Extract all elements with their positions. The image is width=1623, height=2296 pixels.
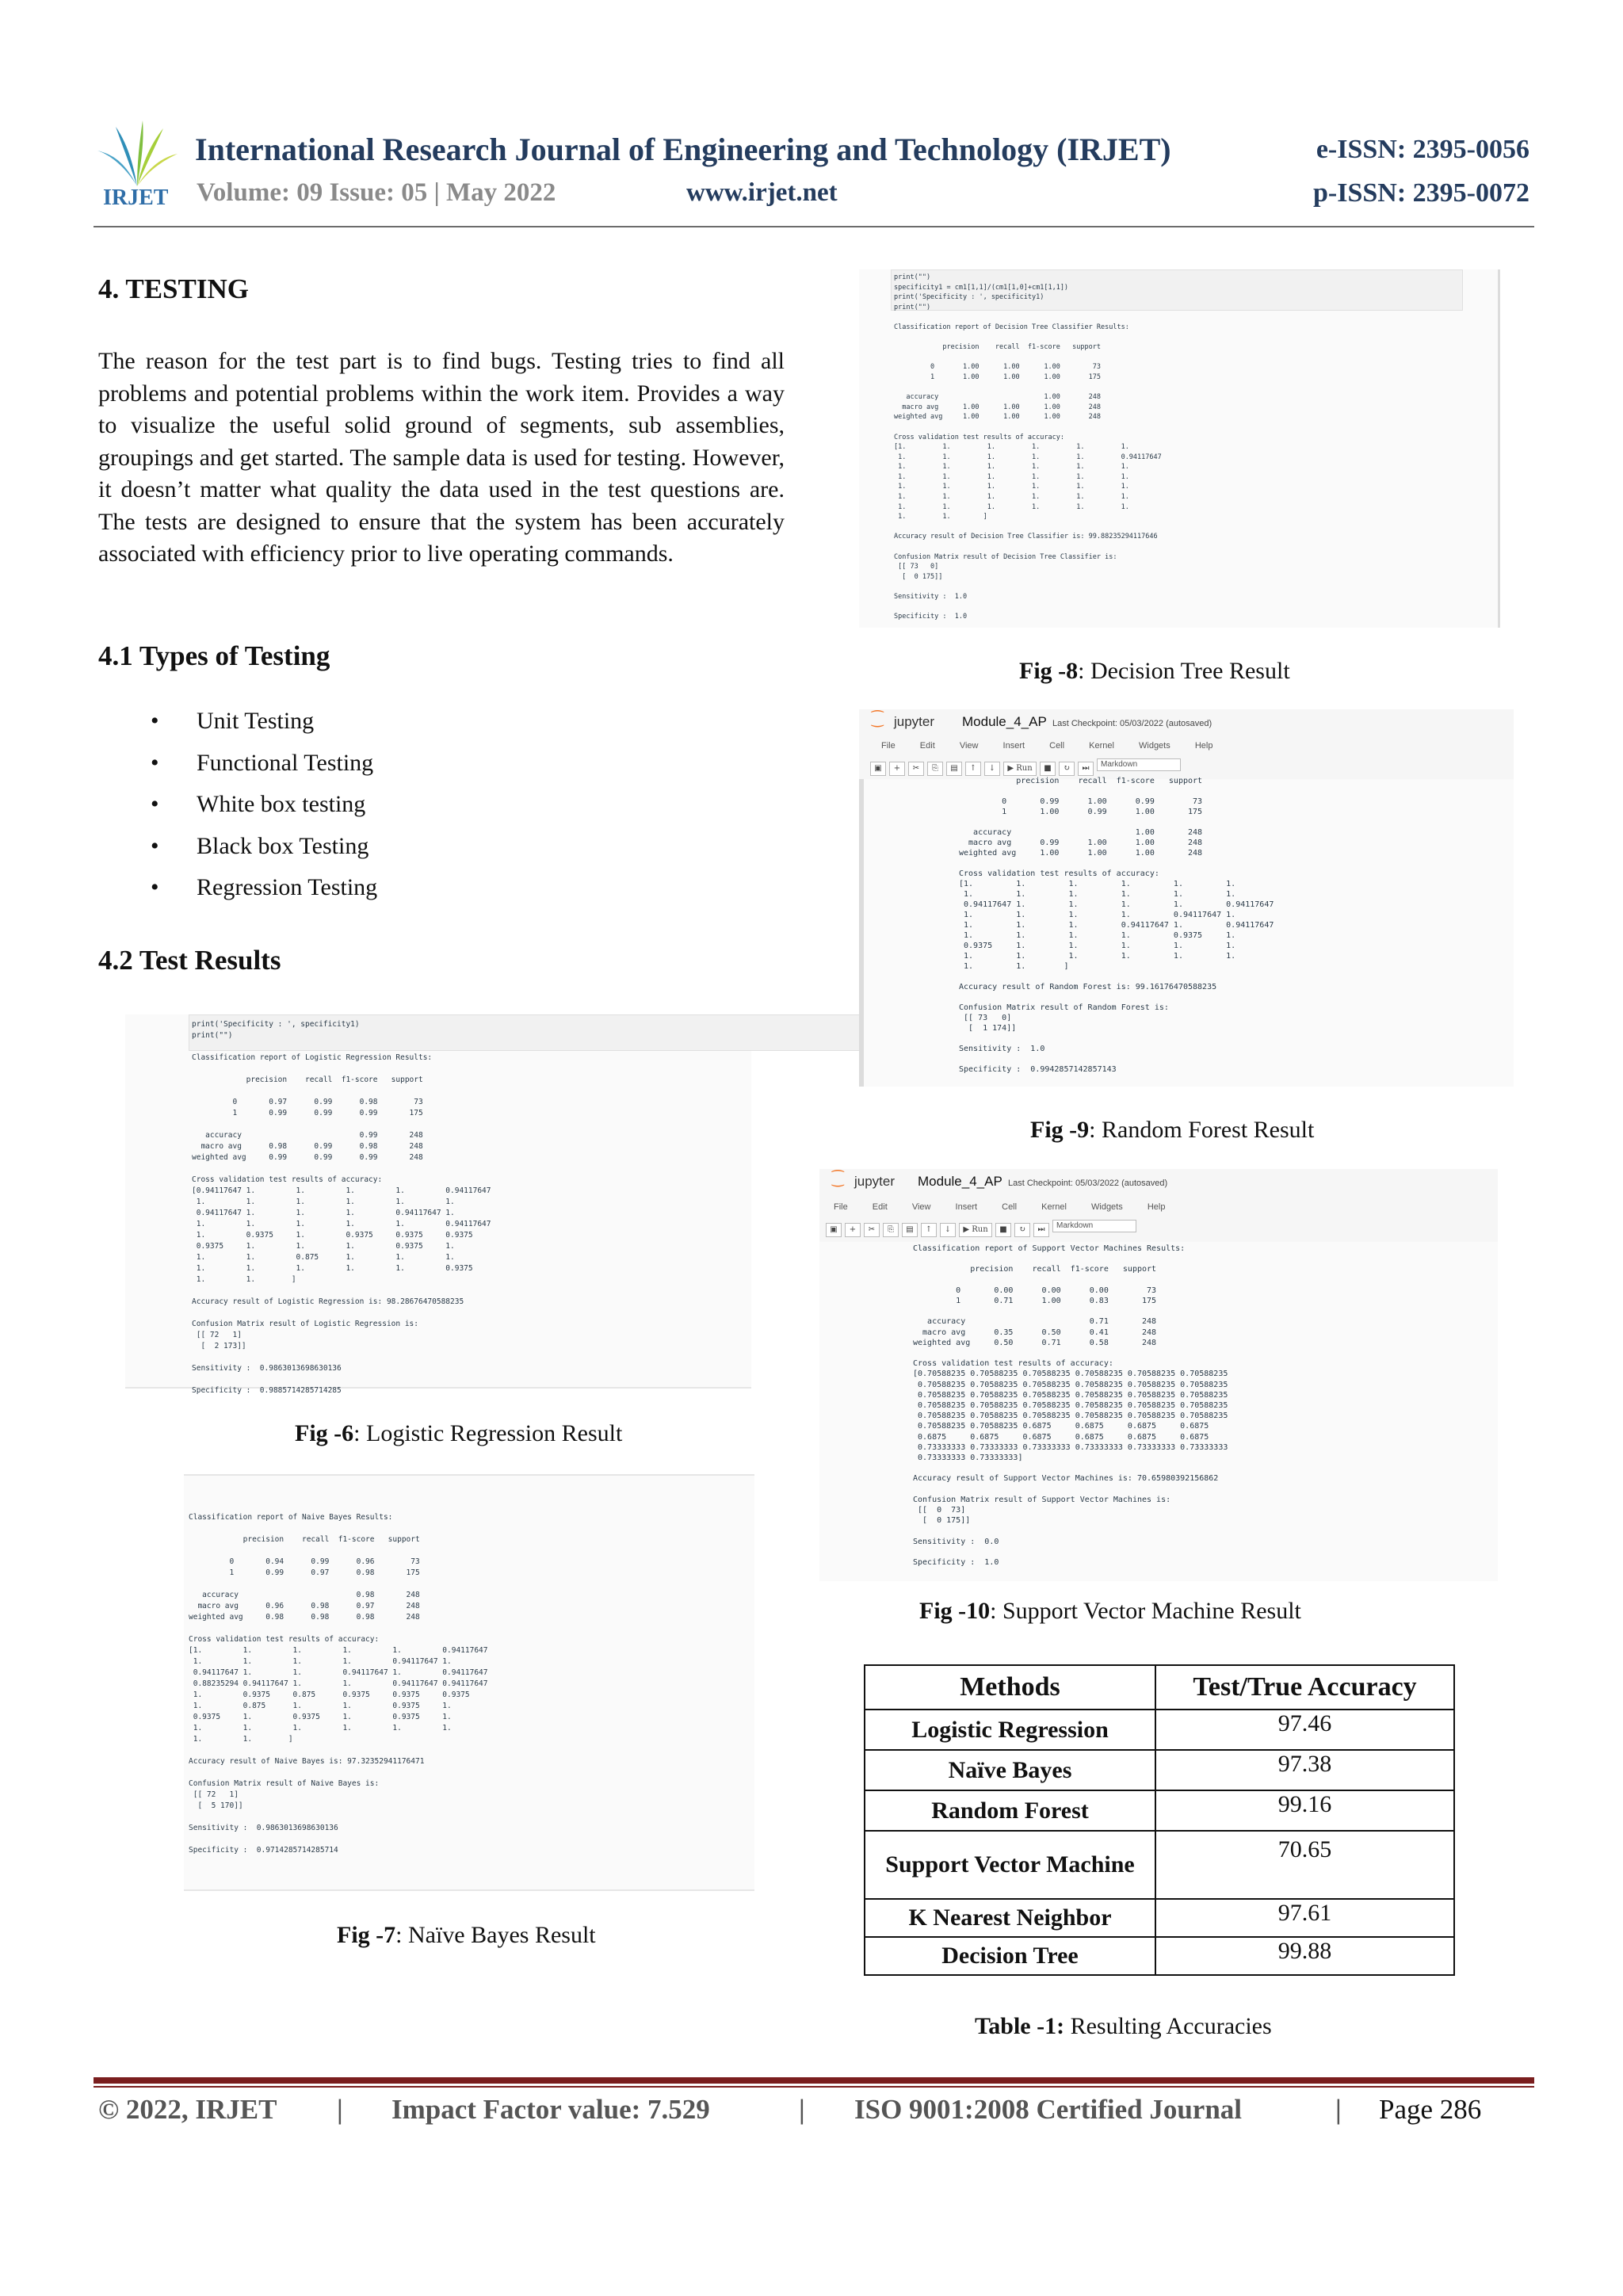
bullet-icon: • bbox=[151, 832, 159, 859]
footer-copyright: © 2022, IRJET bbox=[98, 2094, 277, 2125]
stop-icon[interactable]: ■ bbox=[1040, 762, 1056, 776]
checkpoint-status: Last Checkpoint: 05/03/2022 (autosaved) bbox=[1008, 1179, 1168, 1188]
menu-file[interactable]: File bbox=[834, 1202, 848, 1212]
menu-view[interactable]: View bbox=[959, 741, 979, 751]
logo-text: IRJET bbox=[103, 185, 169, 210]
menu-edit[interactable]: Edit bbox=[919, 741, 935, 751]
cut-icon[interactable]: ✂ bbox=[908, 762, 924, 776]
table-header-row bbox=[865, 1665, 1454, 1710]
copy-icon[interactable]: ⎘ bbox=[883, 1223, 899, 1237]
menu-view[interactable]: View bbox=[911, 1202, 931, 1212]
cut-icon[interactable]: ✂ bbox=[864, 1223, 880, 1237]
move-up-icon[interactable]: ↑ bbox=[965, 762, 981, 776]
list-item: • Unit Testing bbox=[151, 701, 377, 743]
fig7-caption: Fig -7: Naïve Bayes Result bbox=[337, 1922, 596, 1948]
cell-type-select[interactable]: Markdown bbox=[1097, 758, 1181, 771]
menu-cell[interactable]: Cell bbox=[1049, 741, 1065, 751]
jupyter-toolbar bbox=[870, 758, 1181, 776]
journal-website-link[interactable]: www.irjet.net bbox=[686, 178, 838, 207]
section-heading-test-results: 4.2 Test Results bbox=[98, 945, 281, 976]
footer-divider bbox=[94, 2077, 1534, 2084]
move-down-icon[interactable]: ↓ bbox=[940, 1223, 956, 1237]
random-forest-screenshot bbox=[859, 709, 1514, 1087]
save-icon[interactable]: ▣ bbox=[826, 1223, 842, 1237]
naive-bayes-screenshot bbox=[184, 1474, 754, 1891]
jupyter-header bbox=[859, 709, 1514, 779]
table1-caption: Table -1: Resulting Accuracies bbox=[975, 2013, 1272, 2039]
paste-icon[interactable]: ▤ bbox=[902, 1223, 918, 1237]
jupyter-logo-icon: ⁐ bbox=[872, 711, 884, 728]
restart-icon[interactable]: ↻ bbox=[1014, 1223, 1030, 1237]
menu-help[interactable]: Help bbox=[1147, 1202, 1166, 1212]
footer-separator: | bbox=[337, 2094, 343, 2125]
fig6-caption: Fig -6: Logistic Regression Result bbox=[295, 1420, 623, 1446]
table-header-methods: Methods bbox=[865, 1665, 1155, 1710]
table-header-accuracy: Test/True Accuracy bbox=[1155, 1665, 1454, 1710]
jupyter-menu[interactable] bbox=[881, 741, 1212, 751]
move-down-icon[interactable]: ↓ bbox=[984, 762, 1000, 776]
table-row: Random Forest 99.16 bbox=[865, 1790, 1454, 1831]
fast-forward-icon[interactable]: ⏭ bbox=[1078, 762, 1094, 776]
checkpoint-status: Last Checkpoint: 05/03/2022 (autosaved) bbox=[1052, 719, 1212, 728]
e-issn: e-ISSN: 2395-0056 bbox=[1316, 135, 1529, 164]
bullet-icon: • bbox=[151, 791, 159, 817]
bullet-icon: • bbox=[151, 874, 159, 900]
footer-page-number: Page 286 bbox=[1379, 2094, 1482, 2125]
footer-separator: | bbox=[1335, 2094, 1342, 2125]
fast-forward-icon[interactable]: ⏭ bbox=[1033, 1223, 1049, 1237]
jupyter-menu[interactable] bbox=[834, 1202, 1165, 1212]
menu-cell[interactable]: Cell bbox=[1002, 1202, 1018, 1212]
random-forest-output: precision recall f1-score support 0 0.99 1.00 0.99 73 1 1.00 0.99 1.00 175 accuracy 1.00 248 macro avg 0.99 1.00 1.00 248 weighted avg 1.00 1.00 1.00 248 Cross validation test results of accuracy: [1. 1. 1. 1. 1. 1. 1. 1. 1. 1. 1. 1. 0.94117647 1. 1. 1. 1. 0.94117647 1. 1. 1. 1. 0.94117647 1. 1. 1. 1. 0.94117647 1. 0.94117647 1. 1. 1. 1. 0.9375 1. 0.9375 1. 1. 1. 1. 1. 1. 1. 1. 1. 1. 1. 1. 1. ] Accuracy result of Random Forest is: 99.16176470588235 Confusion Matrix result of Random Forest is: [[ 73 0] [ 1 174]] Sensitivity : 1.0 Specificity : 0.9942857142857143 bbox=[959, 777, 1274, 1074]
journal-logo bbox=[94, 119, 181, 210]
menu-insert[interactable]: Insert bbox=[1002, 741, 1025, 751]
p-issn: p-ISSN: 2395-0072 bbox=[1313, 178, 1529, 208]
menu-file[interactable]: File bbox=[881, 741, 896, 751]
menu-widgets[interactable]: Widgets bbox=[1091, 1202, 1123, 1212]
fig9-caption: Fig -9: Random Forest Result bbox=[1030, 1117, 1315, 1143]
menu-help[interactable]: Help bbox=[1194, 741, 1213, 751]
journal-title: International Research Journal of Engineering and Technology (IRJET) bbox=[195, 132, 1171, 167]
cell-type-select[interactable]: Markdown bbox=[1052, 1220, 1136, 1232]
jupyter-logo-text: jupyter bbox=[894, 714, 935, 729]
testing-paragraph: The reason for the test part is to find bugs. Testing tries to find all problems and potential problems within the work item. Provides a way to visualize the useful solid ground of segments, sub assemblies, groupings and get started. The sample data is used for testing. However, it doesn’t matter what quality the data used in the test questions are. The tests are designed to ensure that the system has been accurately associated with efficiency prior to live operating commands. bbox=[98, 348, 785, 567]
jupyter-header bbox=[819, 1169, 1498, 1242]
add-cell-icon[interactable]: + bbox=[845, 1223, 861, 1237]
notebook-name[interactable]: Module_4_AP bbox=[918, 1174, 1002, 1189]
testing-types-list bbox=[151, 701, 377, 909]
menu-kernel[interactable]: Kernel bbox=[1041, 1202, 1067, 1212]
list-item: • White box testing bbox=[151, 784, 377, 826]
decision-tree-screenshot bbox=[859, 269, 1500, 628]
restart-icon[interactable]: ↻ bbox=[1059, 762, 1075, 776]
table-row: K Nearest Neighbor 97.61 bbox=[865, 1899, 1454, 1937]
section-heading-types-of-testing: 4.1 Types of Testing bbox=[98, 640, 330, 671]
list-item: • Black box Testing bbox=[151, 826, 377, 868]
menu-kernel[interactable]: Kernel bbox=[1089, 741, 1114, 751]
svm-output: Classification report of Support Vector Machines Results: precision recall f1-score support 0 0.00 0.00 0.00 73 1 0.71 1.00 0.83 175 accuracy 0.71 248 macro avg 0.35 0.50 0.41 248 weighted avg 0.50 0.71 0.58 248 Cross validation test results of accuracy: [0.70588235 0.70588235 0.70588235 0.70588235 0.70588235 0.70588235 0.70588235 0.70588235 0.70588235 0.70588235 0.70588235 0.70588235 0.70588235 0.70588235 0.70588235 0.70588235 0.70588235 0.70588235 0.70588235 0.70588235 0.70588235 0.70588235 0.70588235 0.70588235 0.70588235 0.70588235 0.70588235 0.70588235 0.70588235 0.70588235 0.70588235 0.70588235 0.6875 0.6875 0.6875 0.6875 0.6875 0.6875 0.6875 0.6875 0.6875 0.6875 0.73333333 0.73333333 0.73333333 0.73333333 0.73333333 0.73333333 0.73333333 0.73333333] Accuracy result of Support Vector Machines is: 70.65980392156862 Confusion Matrix result of Support Vector Machines is: [[ 0 73] [ 0 175]] Sensitivity : 0.0 Specificity : 1.0 bbox=[913, 1244, 1228, 1568]
run-button[interactable]: ▶ Run bbox=[959, 1223, 992, 1237]
volume-issue: Volume: 09 Issue: 05 | May 2022 bbox=[197, 178, 556, 207]
section-heading-testing: 4. TESTING bbox=[98, 273, 249, 304]
bullet-icon: • bbox=[151, 708, 159, 734]
table-row: Naïve Bayes 97.38 bbox=[865, 1750, 1454, 1790]
move-up-icon[interactable]: ↑ bbox=[921, 1223, 937, 1237]
footer-separator: | bbox=[799, 2094, 805, 2125]
naive-bayes-output: Classification report of Naive Bayes Results: precision recall f1-score support 0 0.94 0.99 0.96 73 1 0.99 0.97 0.98 175 accuracy 0.98 248 macro avg 0.96 0.98 0.97 248 weighted avg 0.98 0.98 0.98 248 Cross validation test results of accuracy: [1. 1. 1. 1. 1. 0.94117647 1. 1. 1. 1. 0.94117647 1. 0.94117647 1. 1. 0.94117647 1. 0.94117647 0.88235294 0.94117647 1. 1. 0.94117647 0.94117647 1. 0.9375 0.875 0.9375 0.9375 0.9375 1. 0.875 1. 1. 0.9375 1. 0.9375 1. 0.9375 1. 0.9375 1. 1. 1. 1. 1. 1. 1. 1. 1. ] Accuracy result of Naive Bayes is: 97.32352941176471 Confusion Matrix result of Naive Bayes is: [[ 72 1] [ 5 170]] Sensitivity : 0.9863013698630136 Specificity : 0.9714285714285714 bbox=[189, 1513, 488, 1855]
copy-icon[interactable]: ⎘ bbox=[927, 762, 943, 776]
table-row: Logistic Regression 97.46 bbox=[865, 1710, 1454, 1750]
fig10-caption: Fig -10: Support Vector Machine Result bbox=[919, 1598, 1301, 1624]
jupyter-logo-text: jupyter bbox=[854, 1174, 896, 1189]
logistic-regression-screenshot bbox=[125, 1014, 751, 1395]
run-button[interactable]: ▶ Run bbox=[1003, 762, 1037, 776]
list-item: • Functional Testing bbox=[151, 743, 377, 785]
svm-screenshot bbox=[819, 1169, 1498, 1581]
bullet-icon: • bbox=[151, 749, 159, 776]
decision-tree-output: print("") specificity1 = cm1[1,1]/(cm1[1,0]+cm1[1,1]) print('Specificity : ', specificity1) print("") Classification report of Decision Tree Classifier Results: precision recall f1-score support 0 1.00 1.00 1.00 73 1 1.00 1.00 1.00 175 accuracy 1.00 248 macro avg 1.00 1.00 1.00 248 weighted avg 1.00 1.00 1.00 248 Cross validation test results of accuracy: [1. 1. 1. 1. 1. 1. 1. 1. 1. 1. 1. 0.94117647 1. 1. 1. 1. 1. 1. 1. 1. 1. 1. 1. 1. 1. 1. 1. 1. 1. 1. 1. 1. 1. 1. 1. 1. 1. 1. 1. 1. 1. 1. 1. 1. ] Accuracy result of Decision Tree Classifier is: 99.88235294117646 Confusion Matrix result of Decision Tree Classifier is: [[ 73 0] [ 0 175]] Sensitivity : 1.0 Specificity : 1.0 bbox=[894, 273, 1162, 621]
logo-leaf-icon bbox=[94, 119, 181, 190]
list-item: • Regression Testing bbox=[151, 867, 377, 909]
save-icon[interactable]: ▣ bbox=[870, 762, 886, 776]
jupyter-logo-icon: ⁐ bbox=[832, 1171, 844, 1187]
menu-edit[interactable]: Edit bbox=[872, 1202, 888, 1212]
stop-icon[interactable]: ■ bbox=[995, 1223, 1011, 1237]
notebook-name[interactable]: Module_4_AP bbox=[962, 714, 1047, 729]
add-cell-icon[interactable]: + bbox=[889, 762, 905, 776]
accuracy-table bbox=[864, 1664, 1455, 1976]
footer-impact-factor: Impact Factor value: 7.529 bbox=[391, 2094, 710, 2125]
header-divider bbox=[94, 226, 1534, 227]
footer-iso: ISO 9001:2008 Certified Journal bbox=[854, 2094, 1243, 2125]
paste-icon[interactable]: ▤ bbox=[946, 762, 962, 776]
logistic-output: print('Specificity : ', specificity1) print("") Classification report of Logistic Regression Results: precision recall f1-score support 0 0.97 0.99 0.98 73 1 0.99 0.99 0.99 175 accuracy 0.99 248 macro avg 0.98 0.99 0.98 248 weighted avg 0.99 0.99 0.99 248 Cross validation test results of accuracy: [0.94117647 1. 1. 1. 1. 0.94117647 1. 1. 1. 1. 1. 1. 0.94117647 1. 1. 1. 0.94117647 1. 1. 1. 1. 1. 1. 0.94117647 1. 0.9375 1. 0.9375 0.9375 0.9375 0.9375 1. 1. 1. 0.9375 1. 1. 1. 0.875 1. 1. 1. 1. 1. 1. 1. 1. 0.9375 1. 1. ] Accuracy result of Logistic Regression is: 98.28676470588235 Confusion Matrix result of Logistic Regression is: [[ 72 1] [ 2 173]] Sensitivity : 0.9863013698630136 Specificity : 0.9885714285714285 bbox=[192, 1020, 491, 1395]
menu-insert[interactable]: Insert bbox=[955, 1202, 978, 1212]
menu-widgets[interactable]: Widgets bbox=[1139, 741, 1170, 751]
fig8-caption: Fig -8: Decision Tree Result bbox=[1019, 658, 1290, 684]
table-row: Support Vector Machine 70.65 bbox=[865, 1831, 1454, 1899]
table-row: Decision Tree 99.88 bbox=[865, 1937, 1454, 1975]
jupyter-toolbar bbox=[826, 1220, 1136, 1237]
footer-divider-thin bbox=[94, 2086, 1534, 2088]
